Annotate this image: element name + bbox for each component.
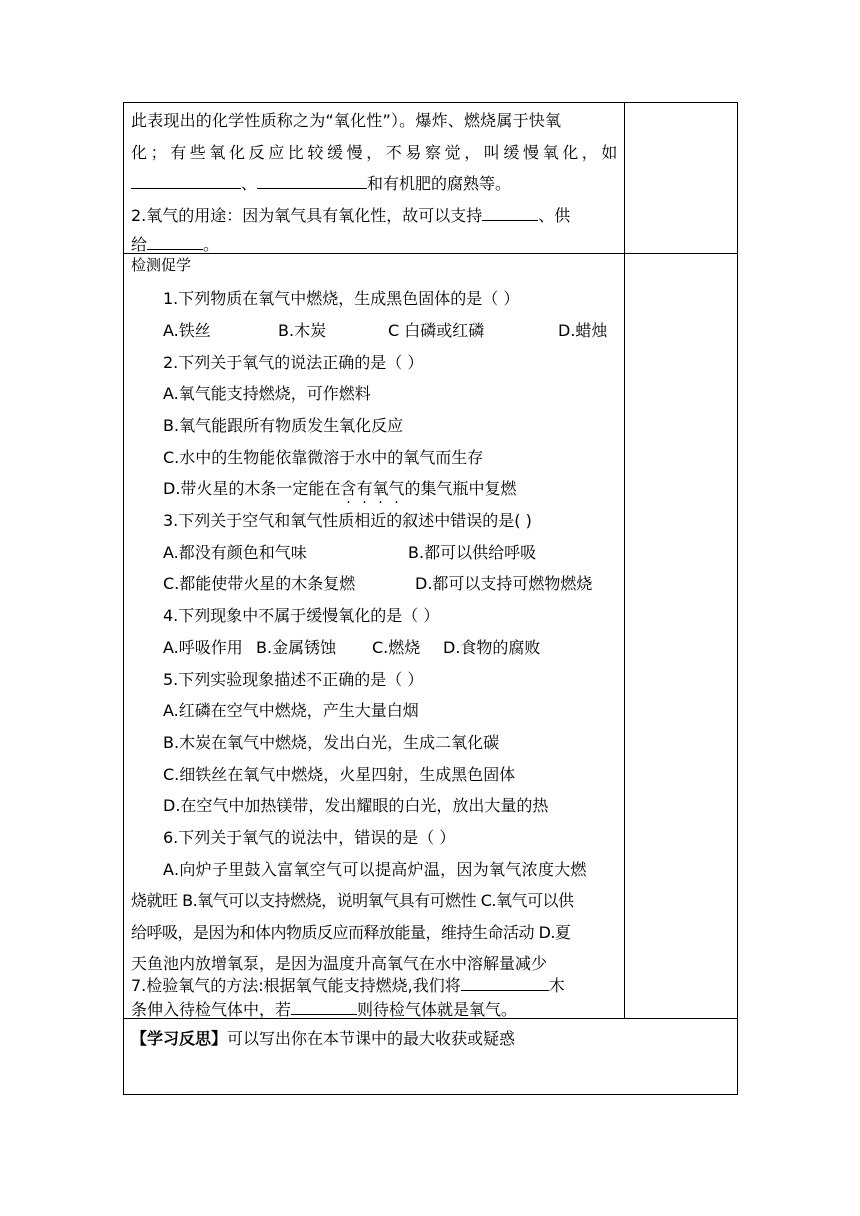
q2-d-emphasis-4: 气 — [388, 479, 405, 498]
q3-option-d[interactable]: D.都可以支持可燃物燃烧 — [415, 574, 593, 593]
q7-line2-tail: 则待检气体就是氧气。 — [357, 1000, 518, 1019]
q5-option-c[interactable]: C.细铁丝在氧气中燃烧，火星四射，生成黑色固体 — [163, 765, 516, 784]
q4-option-d[interactable]: D.食物的腐败 — [443, 638, 541, 657]
blank-slow-oxidation-2[interactable] — [257, 172, 367, 189]
supply-tail: 。 — [203, 235, 220, 254]
blank-separator: 、 — [241, 174, 258, 193]
q1-option-b[interactable]: B.木炭 — [278, 321, 327, 340]
q3-option-a[interactable]: A.都没有颜色和气味 — [163, 543, 307, 562]
q2-option-a[interactable]: A.氧气能支持燃烧，可作燃料 — [163, 384, 371, 403]
q2-option-c[interactable]: C.水中的生物能依靠微溶于水中的氧气而生存 — [163, 448, 484, 467]
q6-stem: 6.下列关于氧气的说法中，错误的是（ ） — [163, 828, 456, 847]
q1-option-d[interactable]: D.蜡烛 — [558, 321, 608, 340]
q1-stem: 1.下列物质在氧气中燃烧，生成黑色固体的是（ ） — [163, 289, 520, 308]
q3-stem: 3.下列关于空气和氧气性质相近的叙述中错误的是( ) — [163, 511, 532, 530]
table-border-top — [123, 102, 738, 103]
q7-line1-tail: 木 — [548, 976, 565, 995]
block1-line3-tail: 和有机肥的腐熟等。 — [367, 174, 512, 193]
q6-line4: 天鱼池内放增氧泵，是因为温度升高氧气在水中溶解量减少 — [131, 954, 548, 973]
q2-option-b[interactable]: B.氧气能跟所有物质发生氧化反应 — [163, 416, 404, 435]
block1-line2: 化；有些氧化反应比较缓慢，不易察觉，叫缓慢氧化，如 — [131, 143, 622, 162]
column-divider — [624, 102, 625, 1018]
q5-option-a[interactable]: A.红磷在空气中燃烧，产生大量白烟 — [163, 701, 419, 720]
q2-d-pre: D.带火星的木条一定能在 — [163, 479, 341, 498]
q1-option-c[interactable]: C 白磷或红磷 — [388, 321, 485, 340]
q4-option-b[interactable]: B.金属锈蚀 — [256, 638, 337, 657]
table-border-bottom — [123, 1094, 738, 1095]
q7-line2-head: 条伸入待检气体中，若 — [131, 1000, 292, 1019]
q2-d-emphasis-3: 氧 — [372, 479, 389, 498]
q3-option-b[interactable]: B.都可以供给呼吸 — [408, 543, 537, 562]
q4-stem: 4.下列现象中不属于缓慢氧化的是（ ） — [163, 606, 440, 625]
blank-test-method-1[interactable] — [461, 974, 549, 991]
block1-line5 — [131, 232, 219, 255]
q2-stem: 2.下列关于氧气的说法正确的是（ ） — [163, 353, 424, 372]
q2-d-emphasis-1: 含 — [340, 479, 357, 498]
q4-option-c[interactable]: C.燃烧 — [372, 638, 421, 657]
q5-stem: 5.下列实验现象描述不正确的是（ ） — [163, 670, 424, 689]
table-border-right — [737, 102, 738, 1095]
q3-option-c[interactable]: C.都能使带火星的木条复燃 — [163, 574, 356, 593]
q5-option-b[interactable]: B.木炭在氧气中燃烧，发出白光，生成二氧化碳 — [163, 733, 500, 752]
q5-option-d[interactable]: D.在空气中加热镁带，发出耀眼的白光，放出大量的热 — [163, 796, 549, 815]
q2-option-d[interactable] — [163, 476, 517, 499]
q7-line1 — [131, 973, 565, 996]
table-border-left — [123, 102, 124, 1095]
block1-line1: 此表现出的化学性质称之为“氧化性”）。爆炸、燃烧属于快氧 — [131, 111, 562, 130]
reflection-text: 可以写出你在本节课中的最大收获或疑惑 — [227, 1029, 516, 1048]
reflection-title: 【学习反思】 — [131, 1029, 228, 1048]
supply-text: 给 — [131, 235, 148, 254]
q6-line3: 给呼吸，是因为和体内物质反应而释放能量，维持生命活动 D.夏 — [131, 923, 571, 942]
blank-test-method-2[interactable] — [291, 998, 357, 1015]
q2-d-post: 的集气瓶中复燃 — [404, 479, 517, 498]
blank-oxygen-use-1[interactable] — [482, 204, 538, 221]
oxygen-uses-tail: 、供 — [538, 206, 571, 225]
block1-line3 — [131, 171, 511, 194]
q1-option-a[interactable]: A.铁丝 — [163, 321, 211, 340]
q7-line2 — [131, 997, 517, 1020]
q6-line2: 烧就旺 B.氧气可以支持燃烧，说明氧气具有可燃性 C.氧气可以供 — [131, 891, 574, 910]
q6-line1: A.向炉子里鼓入富氧空气可以提高炉温，因为氧气浓度大燃 — [163, 860, 587, 879]
q7-line1-head: 7.检验氧气的方法:根据氧气能支持燃烧,我们将 — [131, 976, 461, 995]
blank-slow-oxidation-1[interactable] — [131, 172, 241, 189]
block1-line4 — [131, 203, 570, 226]
q4-option-a[interactable]: A.呼吸作用 — [163, 638, 243, 657]
oxygen-uses-text: 2.氧气的用途：因为氧气具有氧化性，故可以支持 — [131, 206, 483, 225]
section-title: 检测促学 — [131, 256, 192, 274]
blank-oxygen-use-2[interactable] — [147, 233, 203, 250]
reflection-row — [131, 1026, 515, 1049]
q2-d-emphasis-2: 有 — [356, 479, 373, 498]
